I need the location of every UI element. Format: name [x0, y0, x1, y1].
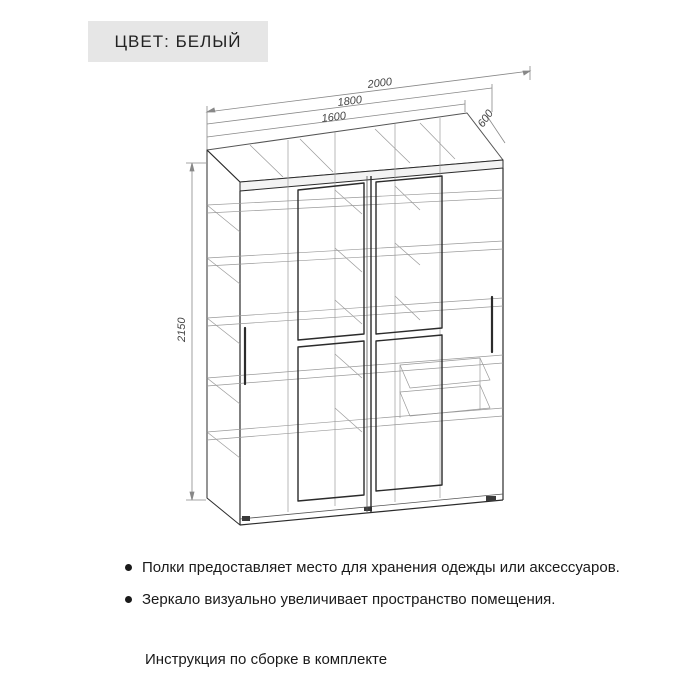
door-handles	[245, 297, 492, 384]
dimension-lines	[186, 66, 530, 500]
bullet-icon	[125, 596, 132, 603]
assembly-note: Инструкция по сборке в комплекте	[145, 651, 388, 668]
mirror-panels	[298, 176, 442, 501]
dim-height: 2150	[176, 317, 188, 342]
wardrobe-body	[207, 113, 503, 525]
bullet-icon	[125, 564, 132, 571]
feature-text: Зеркало визуально увеличивает пространство помещения.	[142, 591, 556, 608]
dim-total-width: 2000	[366, 76, 393, 91]
dim-inner-width: 1600	[320, 110, 347, 125]
dim-depth: 600	[475, 107, 496, 130]
feature-list	[122, 558, 642, 622]
list-item	[122, 590, 642, 610]
list-item	[122, 558, 642, 578]
feature-text: Полки предоставляет место для хранения одежды или аксессуаров.	[142, 559, 620, 576]
dim-middle-width: 1800	[336, 94, 363, 109]
color-badge-label: ЦВЕТ: БЕЛЫЙ	[114, 31, 242, 51]
